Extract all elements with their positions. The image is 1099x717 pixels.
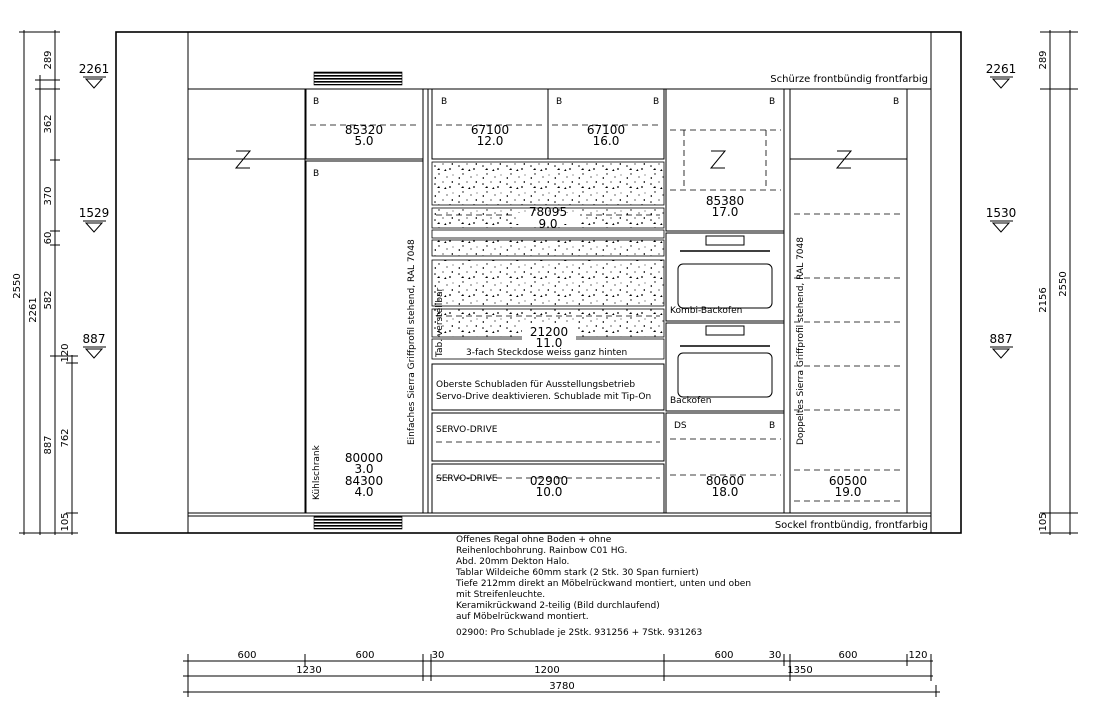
svg-text:30: 30: [431, 650, 445, 661]
width-85380: 17.0: [711, 205, 739, 219]
svg-text:Keramikrückwand 2-teilig (Bild: Keramikrückwand 2-teilig (Bild durchlaufend): [456, 601, 660, 611]
svg-text:2550: 2550: [1058, 271, 1069, 297]
svg-text:1530: 1530: [985, 206, 1017, 220]
shelf-side-text: Tab. verstellbar: [435, 287, 445, 357]
svg-text:600: 600: [838, 650, 858, 661]
code-60500: 60500: [828, 474, 868, 488]
svg-text:60: 60: [43, 231, 54, 245]
svg-text:887: 887: [43, 435, 54, 455]
right-tall-cabinet: [790, 89, 907, 513]
svg-text:582: 582: [43, 290, 54, 310]
marker-b: B: [313, 169, 320, 179]
svg-text:120: 120: [60, 343, 71, 363]
level-marker-right-3: [990, 332, 1013, 358]
code-80600: 80600: [705, 474, 745, 488]
fridge-handle-text: Einfaches Sierra Griffprofil stehend, RAL 7048: [407, 239, 417, 445]
notes-block: [455, 535, 751, 638]
svg-text:1529: 1529: [78, 206, 110, 220]
svg-text:887: 887: [82, 332, 106, 346]
apron-label: Schürze frontbündig frontfarbig: [770, 74, 928, 85]
width-67100-b: 16.0: [592, 134, 620, 148]
svg-text:30: 30: [768, 650, 782, 661]
code-84300: 84300: [344, 474, 384, 488]
width-78095: 9.0: [538, 217, 558, 231]
marker-b: B: [313, 97, 320, 107]
marker-b: B: [769, 421, 776, 431]
width-85320: 5.0: [354, 134, 374, 148]
svg-text:Tablar Wildeiche 60mm stark (2: Tablar Wildeiche 60mm stark (2 Stk. 30 Span furniert): [456, 568, 699, 578]
svg-text:362: 362: [43, 114, 54, 134]
combi-oven-label: Kombi-Backofen: [670, 306, 743, 316]
svg-text:600: 600: [355, 650, 375, 661]
svg-text:120: 120: [908, 650, 928, 661]
level-marker-left-1: [79, 62, 110, 88]
ceramic-panel: [432, 162, 664, 205]
svg-text:1230: 1230: [296, 665, 322, 676]
code-85320: 85320: [344, 123, 384, 137]
left-tall-cabinet: [188, 89, 305, 513]
svg-text:105: 105: [60, 512, 71, 532]
plinth-label: Sockel frontbündig, frontfarbig: [774, 520, 928, 531]
svg-text:289: 289: [43, 50, 54, 70]
marker-ds: DS: [674, 421, 687, 431]
drawer-note-2: Servo-Drive deaktivieren. Schublade mit Tip-On: [436, 392, 652, 402]
level-marker-left-2: [79, 206, 110, 232]
code-02900: 02900: [529, 474, 569, 488]
svg-text:2261: 2261: [28, 297, 39, 323]
left-vertical-dimensions: [12, 30, 78, 535]
code-78095: 78095: [528, 205, 568, 219]
drawer-note-1: Oberste Schubladen für Ausstellungsbetrieb: [436, 380, 636, 390]
socket-text: 3-fach Steckdose weiss ganz hinten: [466, 348, 628, 358]
level-marker-right-2: [986, 206, 1017, 232]
right-handle-text: Doppeltes Sierra Griffprofil stehend, RAL 7048: [796, 237, 806, 445]
svg-text:762: 762: [60, 428, 71, 448]
code-21200: 21200: [529, 325, 569, 339]
marker-b: B: [556, 97, 563, 107]
fridge-label: Kühlschrank: [312, 445, 322, 500]
svg-text:105: 105: [1038, 512, 1049, 532]
width-02900: 10.0: [535, 485, 563, 499]
svg-text:600: 600: [237, 650, 257, 661]
width-80000: 3.0: [354, 462, 374, 476]
top-vent-grille: [314, 72, 402, 85]
marker-b: B: [893, 97, 900, 107]
drawer-1-label: SERVO-DRIVE: [436, 425, 498, 435]
svg-text:Tiefe 212mm direkt an Möbelrüc: Tiefe 212mm direkt an Möbelrückwand montiert, unten und oben: [456, 579, 752, 589]
svg-text:3780: 3780: [549, 681, 575, 692]
width-80600: 18.0: [711, 485, 739, 499]
oven-label: Backofen: [670, 396, 712, 406]
drawer-servo-1: [432, 413, 664, 461]
svg-text:Abd. 20mm Dekton Halo.: Abd. 20mm Dekton Halo.: [456, 557, 570, 567]
level-marker-right-1: [986, 62, 1017, 88]
svg-text:1200: 1200: [534, 665, 560, 676]
svg-text:887: 887: [989, 332, 1013, 346]
marker-b: B: [653, 97, 660, 107]
code-80000: 80000: [344, 451, 384, 465]
svg-text:289: 289: [1038, 50, 1049, 70]
level-marker-left-3: [83, 332, 106, 358]
svg-text:2156: 2156: [1038, 287, 1049, 313]
drawer-2-label: SERVO-DRIVE: [436, 474, 498, 484]
svg-text:600: 600: [714, 650, 734, 661]
width-21200: 11.0: [535, 336, 563, 350]
note-02900: 02900: Pro Schublade je 2Stk. 931256 + 7Stk. 931263: [456, 628, 703, 638]
svg-text:Reihenlochbohrung. Rainbow C01: Reihenlochbohrung. Rainbow C01 HG.: [456, 546, 628, 556]
marker-b: B: [441, 97, 448, 107]
width-84300: 4.0: [354, 485, 374, 499]
code-67100-b: 67100: [586, 123, 626, 137]
svg-text:1350: 1350: [787, 665, 813, 676]
svg-text:mit Streifenleuchte.: mit Streifenleuchte.: [456, 590, 546, 600]
code-85380: 85380: [705, 194, 745, 208]
right-vertical-dimensions: [1038, 30, 1078, 535]
width-67100-a: 12.0: [476, 134, 504, 148]
svg-text:2261: 2261: [985, 62, 1017, 76]
svg-text:2550: 2550: [12, 273, 23, 299]
svg-text:auf Möbelrückwand montiert.: auf Möbelrückwand montiert.: [456, 612, 589, 622]
marker-b: B: [769, 97, 776, 107]
code-67100-a: 67100: [470, 123, 510, 137]
svg-text:2261: 2261: [78, 62, 110, 76]
horizontal-dimensions: [183, 650, 940, 697]
bottom-vent-grille: [314, 516, 402, 529]
svg-text:370: 370: [43, 186, 54, 206]
width-60500: 19.0: [834, 485, 862, 499]
svg-text:Offenes Regal ohne Boden + ohn: Offenes Regal ohne Boden + ohne: [456, 535, 612, 545]
